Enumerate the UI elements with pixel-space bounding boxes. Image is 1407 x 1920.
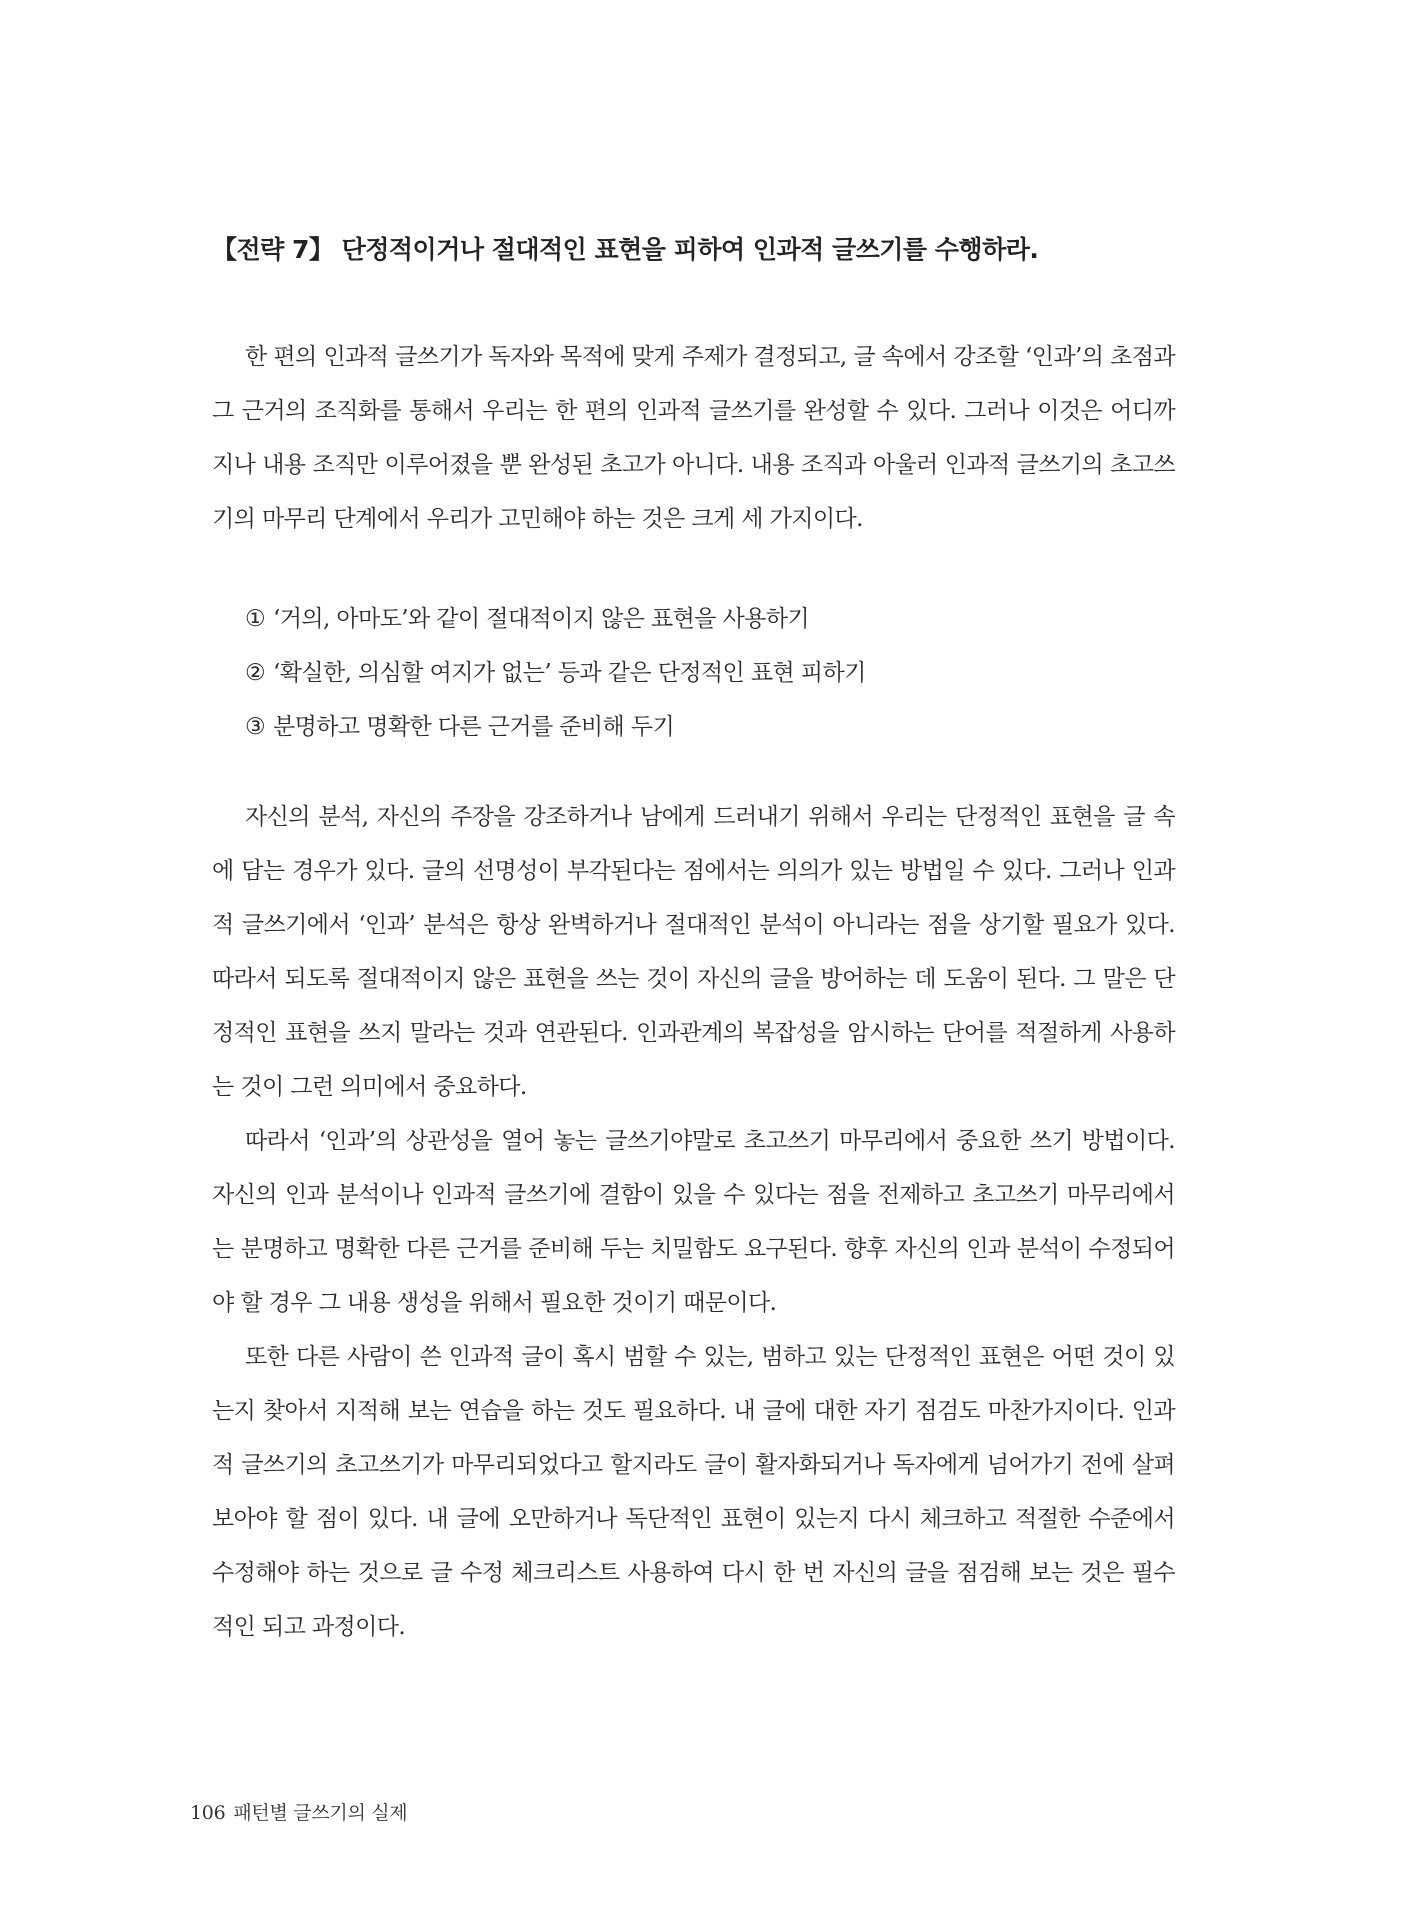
intro-paragraph: 한 편의 인과적 글쓰기가 독자와 목적에 맞게 주제가 결정되고, 글 속에서 강조할 ‘인과’의 초점과 그 근거의 조직화를 통해서 우리는 한 편의 인과적 글쓰기를 완성할 수 있다. 그러나 이것은 어디까지나 내용 조직만 이루어졌을 뿐 완성된 초고가 아니다. 내용 조직과 아울러 인과적 글쓰기의 초고쓰기의 마무리 단계에서 우리가 고민해야 하는 것은 크게 세 가지이다. [212,344,1175,532]
body-paragraph-1: 자신의 분석, 자신의 주장을 강조하거나 남에게 드러내기 위해서 우리는 단정적인 표현을 글 속에 담는 경우가 있다. 글의 선명성이 부각된다는 점에서는 의의가 있는 방법일 수 있다. 그러나 인과적 글쓰기에서 ‘인과’ 분석은 항상 완벽하거나 절대적인 분석이 아니라는 점을 상기할 필요가 있다. 따라서 되도록 절대적이지 않은 표현을 쓰는 것이 자신의 글을 방어하는 데 도움이 된다. 그 말은 단정적인 표현을 쓰지 말라는 것과 연관된다. 인과관계의 복잡성을 암시하는 단어를 적절하게 사용하는 것이 그런 의미에서 중요하다. [212,804,1175,1100]
list-item-text: 분명하고 명확한 다른 근거를 준비해 두기 [273,714,675,740]
list-item [245,646,1175,700]
list-item-number: ① [245,606,266,632]
strategy-heading: 【전략 7】 단정적이거나 절대적인 표현을 피하여 인과적 글쓰기를 수행하라. [212,235,1039,264]
book-title: 패턴별 글쓰기의 실제 [233,1802,408,1824]
list-item-number: ③ [245,714,266,740]
body-paragraph-3: 또한 다른 사람이 쓴 인과적 글이 혹시 범할 수 있는, 범하고 있는 단정적인 표현은 어떤 것이 있는지 찾아서 지적해 보는 연습을 하는 것도 필요하다. 내 글에 대한 자기 점검도 마찬가지이다. 인과적 글쓰기의 초고쓰기가 마무리되었다고 할지라도 글이 활자화되거나 독자에게 넘어가기 전에 살펴보아야 할 점이 있다. 내 글에 오만하거나 독단적인 표현이 있는지 다시 체크하고 적절한 수준에서 수정해야 하는 것으로 글 수정 체크리스트 사용하여 다시 한 번 자신의 글을 점검해 보는 것은 필수적인 되고 과정이다. [212,1344,1175,1640]
intro-section [212,330,1175,546]
page-footer [190,1800,407,1826]
strategy-list [245,592,1175,754]
list-item-text: ‘거의, 아마도’와 같이 절대적이지 않은 표현을 사용하기 [273,606,810,632]
body-paragraph-2: 따라서 ‘인과’의 상관성을 열어 놓는 글쓰기야말로 초고쓰기 마무리에서 중요한 쓰기 방법이다. 자신의 인과 분석이나 인과적 글쓰기에 결함이 있을 수 있다는 점을 전제하고 초고쓰기 마무리에서는 분명하고 명확한 다른 근거를 준비해 두는 치밀함도 요구된다. 향후 자신의 인과 분석이 수정되어야 할 경우 그 내용 생성을 위해서 필요한 것이기 때문이다. [212,1128,1175,1316]
body-section [212,790,1175,1654]
list-item [245,700,1175,754]
list-item-text: ‘확실한, 의심할 여지가 없는’ 등과 같은 단정적인 표현 피하기 [273,660,866,686]
page-number: 106 [190,1802,226,1824]
list-item [245,592,1175,646]
list-item-number: ② [245,660,266,686]
